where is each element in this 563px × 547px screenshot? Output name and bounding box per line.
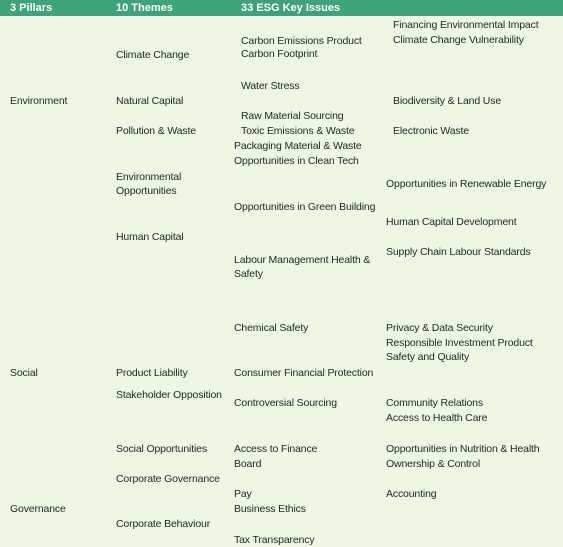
issue-packaging-material-waste: Packaging Material & Waste bbox=[234, 140, 362, 152]
issue-human-capital-development: Human Capital Development bbox=[386, 216, 517, 228]
pillar-governance: Governance bbox=[10, 503, 66, 515]
header-issues: 33 ESG Key Issues bbox=[241, 2, 341, 14]
theme-natural-capital: Natural Capital bbox=[116, 95, 184, 107]
header-pillars: 3 Pillars bbox=[10, 2, 53, 14]
issue-business-ethics: Business Ethics bbox=[234, 503, 306, 515]
issue-electronic-waste: Electronic Waste bbox=[393, 125, 469, 137]
issue-opportunities-renewable-energy: Opportunities in Renewable Energy bbox=[386, 178, 547, 190]
issue-ownership-control: Ownership & Control bbox=[386, 458, 481, 470]
issue-opportunities-clean-tech: Opportunities in Clean Tech bbox=[234, 155, 359, 167]
issue-privacy-data-security: Privacy & Data Security bbox=[386, 322, 493, 334]
pillar-environment: Environment bbox=[10, 95, 68, 107]
issue-supply-chain-labour-standards: Supply Chain Labour Standards bbox=[386, 246, 531, 258]
issue-climate-change-vulnerability: Climate Change Vulnerability bbox=[393, 34, 524, 46]
issue-carbon-footprint: Carbon Footprint bbox=[241, 48, 318, 60]
theme-corporate-governance: Corporate Governance bbox=[116, 473, 220, 485]
issue-biodiversity-land-use: Biodiversity & Land Use bbox=[393, 95, 502, 107]
issue-responsible-investment-product-safety: Responsible Investment Product Safety and Quality bbox=[386, 337, 533, 363]
issue-labour-management-health-safety: Labour Management Health & Safety bbox=[234, 254, 371, 280]
issue-pay: Pay bbox=[234, 488, 252, 500]
issue-access-to-health-care: Access to Health Care bbox=[386, 412, 488, 424]
theme-social-opportunities: Social Opportunities bbox=[116, 443, 207, 455]
issue-toxic-emissions-waste: Toxic Emissions & Waste bbox=[241, 125, 355, 137]
theme-environmental-opportunities: Environmental Opportunities bbox=[116, 171, 182, 197]
theme-pollution-waste: Pollution & Waste bbox=[116, 125, 196, 137]
issue-board: Board bbox=[234, 458, 262, 470]
issue-community-relations: Community Relations bbox=[386, 397, 483, 409]
pillar-social: Social bbox=[10, 367, 38, 379]
theme-product-liability: Product Liability bbox=[116, 367, 188, 379]
theme-corporate-behaviour: Corporate Behaviour bbox=[116, 518, 211, 530]
issue-access-to-finance: Access to Finance bbox=[234, 443, 318, 455]
issue-consumer-financial-protection: Consumer Financial Protection bbox=[234, 367, 374, 379]
issue-opportunities-nutrition-health: Opportunities in Nutrition & Health bbox=[386, 443, 540, 455]
issue-opportunities-green-building: Opportunities in Green Building bbox=[234, 201, 376, 213]
theme-climate-change: Climate Change bbox=[116, 49, 190, 61]
issue-accounting: Accounting bbox=[386, 488, 437, 500]
table-header bbox=[0, 0, 563, 16]
header-themes: 10 Themes bbox=[116, 2, 173, 14]
issue-chemical-safety: Chemical Safety bbox=[234, 322, 309, 334]
issue-financing-environmental-impact: Financing Environmental Impact bbox=[393, 19, 539, 31]
issue-tax-transparency: Tax Transparency bbox=[234, 534, 315, 546]
theme-stakeholder-opposition: Stakeholder Opposition bbox=[116, 389, 222, 401]
issue-raw-material-sourcing: Raw Material Sourcing bbox=[241, 110, 344, 122]
issue-controversial-sourcing: Controversial Sourcing bbox=[234, 397, 337, 409]
theme-human-capital: Human Capital bbox=[116, 231, 184, 243]
issue-water-stress: Water Stress bbox=[241, 80, 300, 92]
issue-carbon-emissions-product: Carbon Emissions Product bbox=[241, 35, 362, 47]
